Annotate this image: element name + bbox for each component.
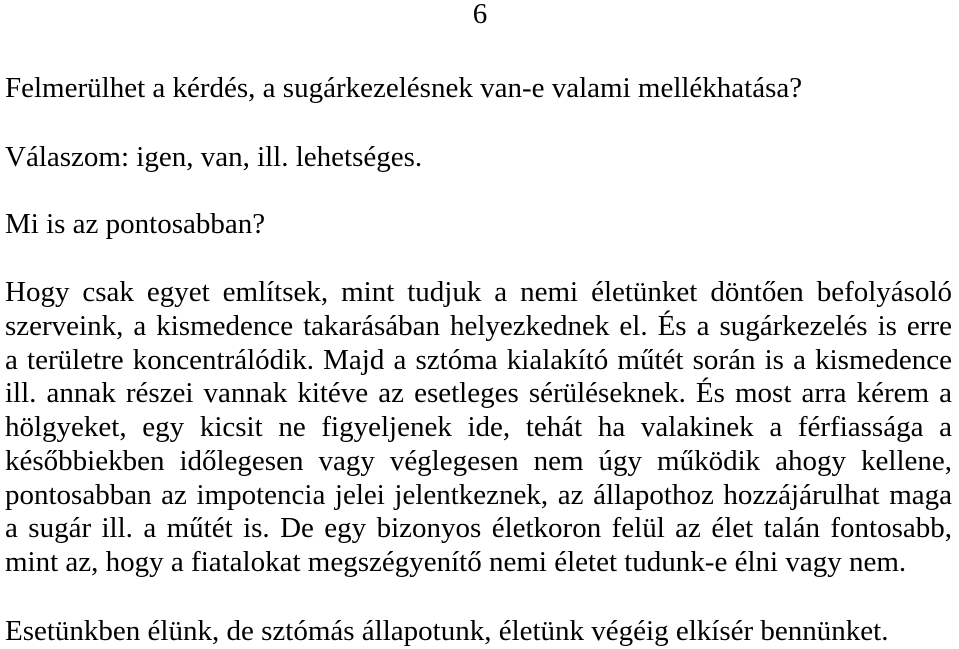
paragraph-line: a területre koncentrálódik. Majd a sztóma kialakító műtét során is a kismedence bbox=[5, 343, 952, 376]
follow-up-question: Mi is az pontosabban? bbox=[5, 208, 266, 240]
paragraph-line: pontosabban az impotencia jelei jelentkeznek, az állapothoz hozzájárulhat maga bbox=[5, 478, 952, 511]
question-text: Felmerülhet a kérdés, a sugárkezelésnek van-e valami mellékhatása? bbox=[5, 72, 803, 104]
page-number: 6 bbox=[472, 0, 488, 30]
paragraph-line: Hogy csak egyet említsek, mint tudjuk a nemi életünket döntően befolyásoló bbox=[5, 276, 952, 308]
answer-text: Válaszom: igen, van, ill. lehetséges. bbox=[5, 141, 423, 173]
closing-sentence: Esetünkben élünk, de sztómás állapotunk, életünk végéig elkísér bennünket. bbox=[5, 615, 889, 647]
paragraph-line: a sugár ill. a műtét is. De egy bizonyos életkoron felül az élet talán fontosabb, bbox=[5, 512, 952, 545]
paragraph-line: szerveink, a kismedence takarásában helyezkednek el. És a sugárkezelés is erre bbox=[5, 309, 952, 342]
paragraph-line: mint az, hogy a fiatalokat megszégyenítő nemi életet tudunk-e élni vagy nem. bbox=[5, 546, 907, 578]
paragraph-line: hölgyeket, egy kicsit ne figyeljenek ide, tehát ha valakinek a férfiassága a bbox=[5, 411, 952, 443]
paragraph-line: későbbiekben időlegesen vagy véglegesen nem úgy működik ahogy kellene, bbox=[5, 444, 952, 477]
paragraph-line: ill. annak részei vannak kitéve az esetleges sérüléseknek. És most arra kérem a bbox=[5, 377, 952, 410]
